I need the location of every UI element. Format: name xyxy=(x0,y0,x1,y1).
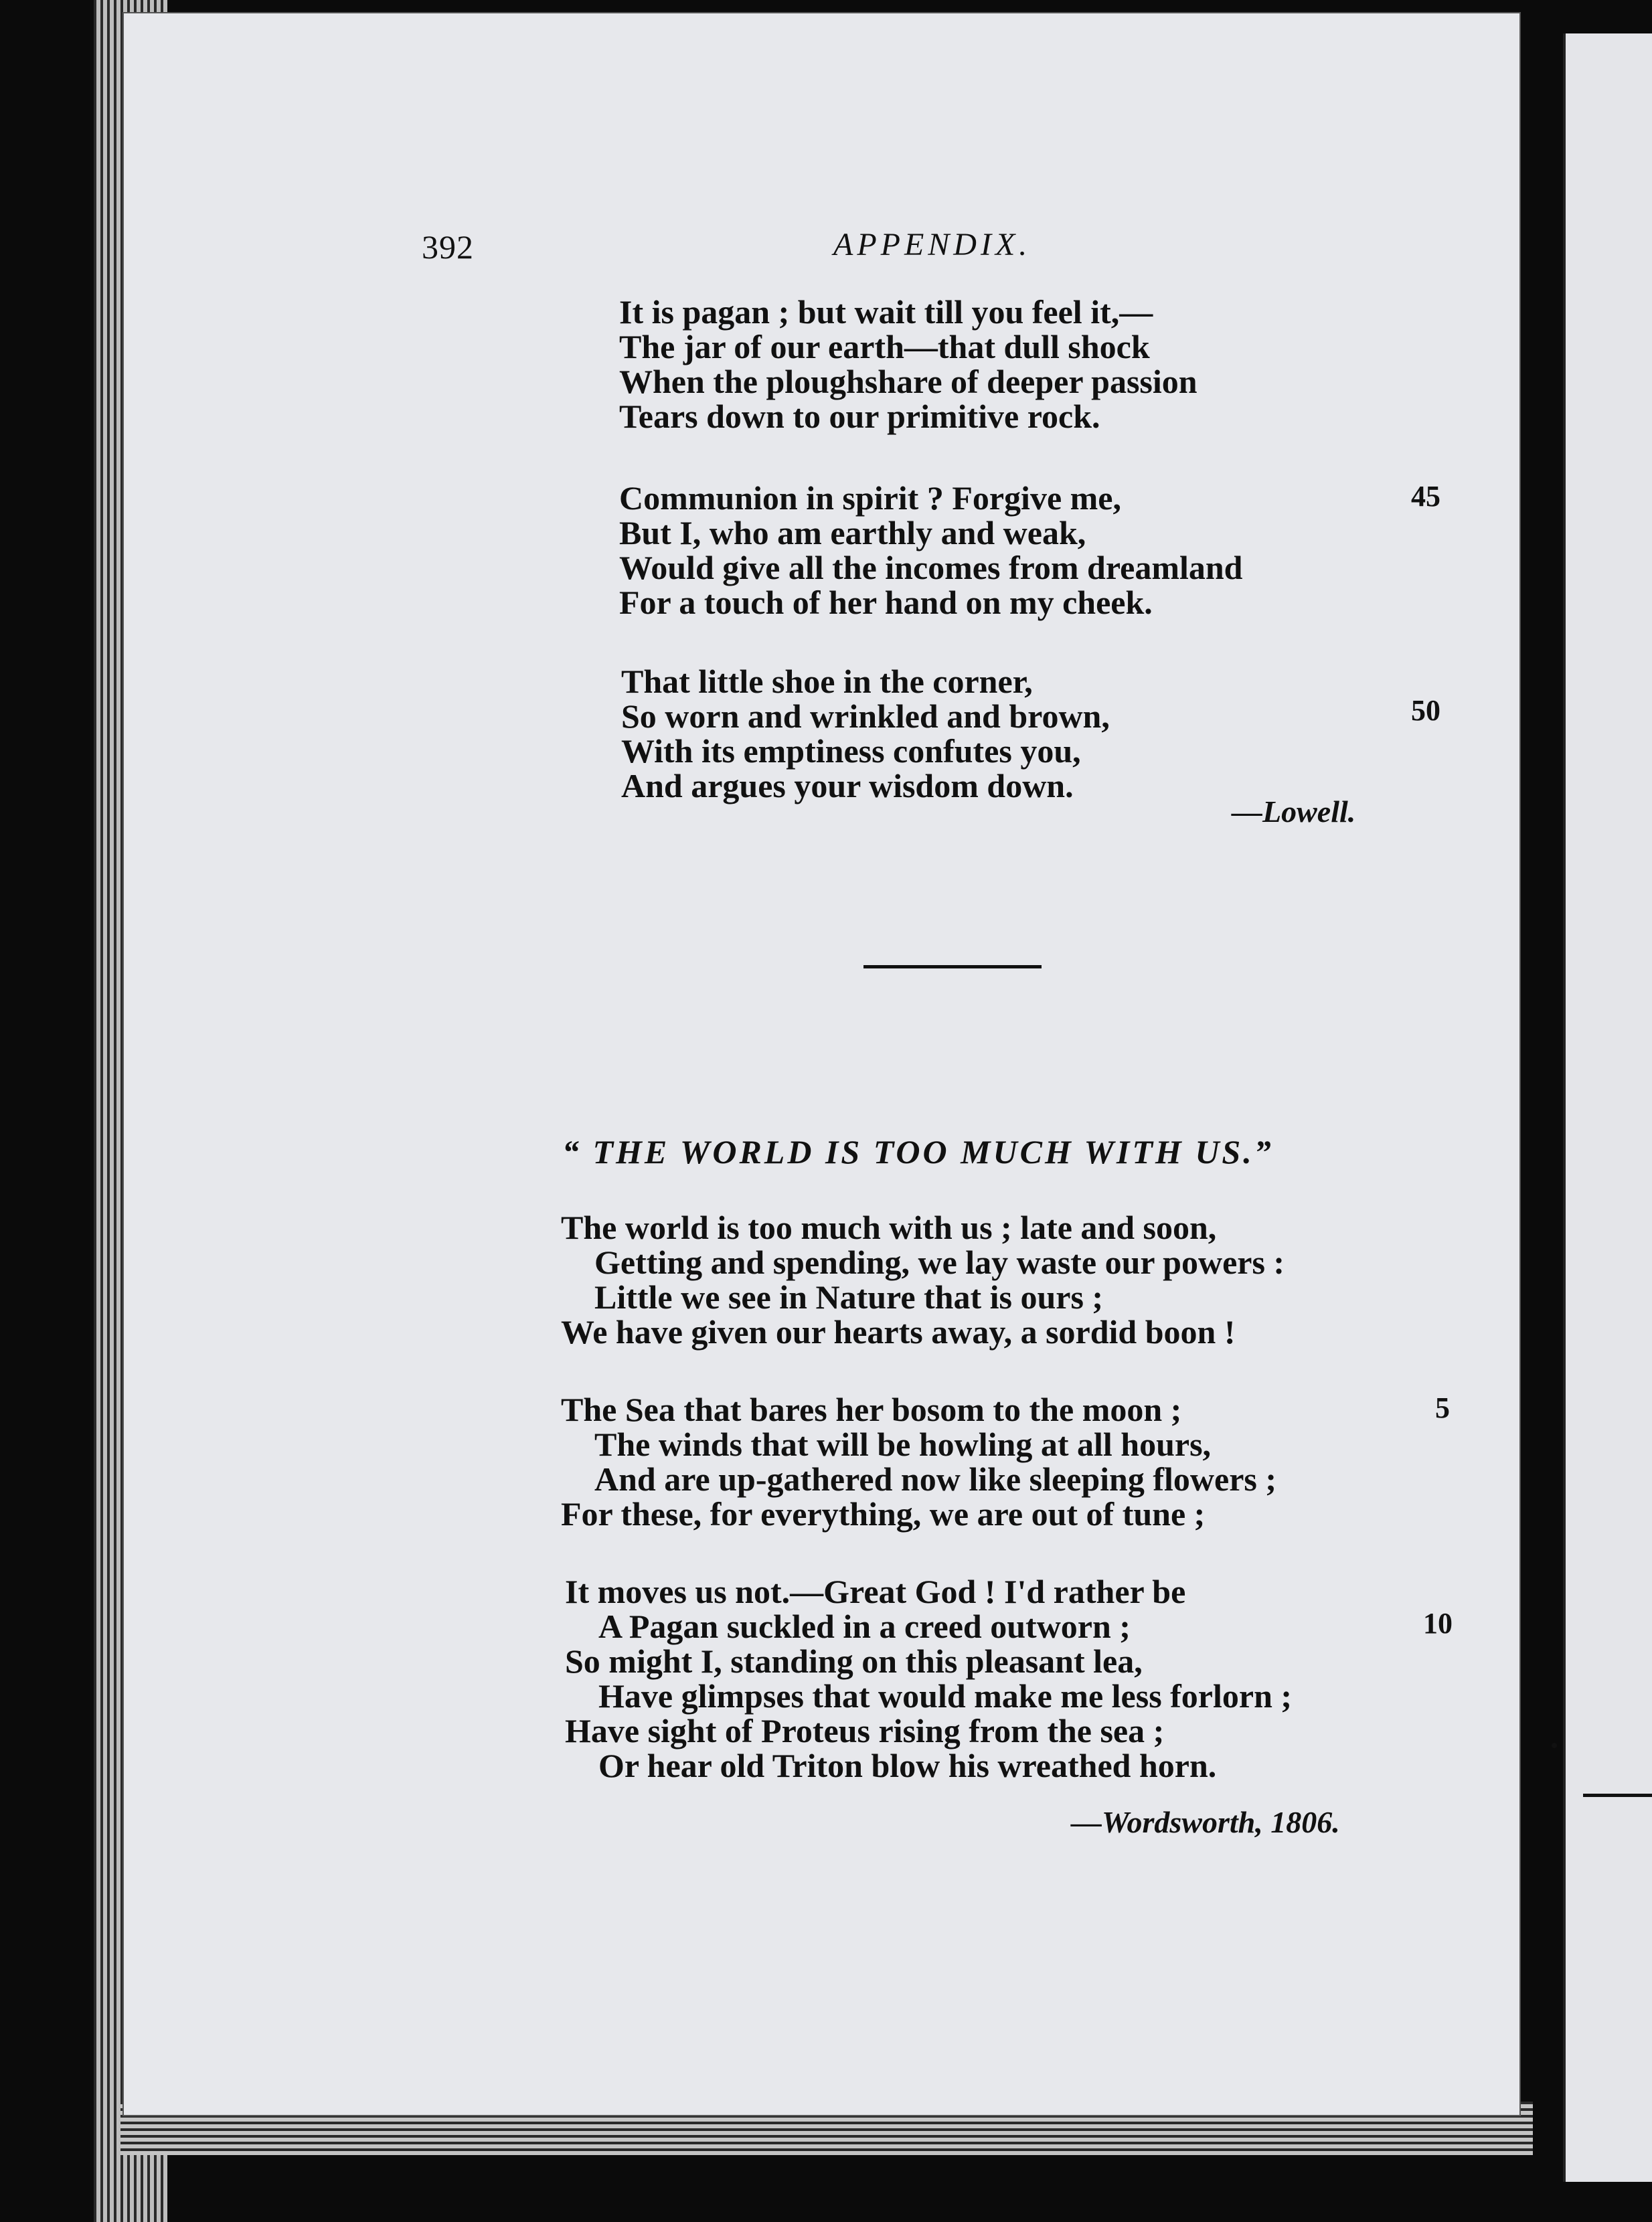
poem2-title: “ THE WORLD IS TOO MUCH WITH US.” xyxy=(562,1133,1274,1171)
poem1-attribution: —Lowell. xyxy=(1232,794,1356,829)
poem-line: The jar of our earth—that dull shock xyxy=(619,328,1150,365)
section-divider xyxy=(863,965,1042,968)
poem2-stanza-1 xyxy=(561,1210,1285,1349)
facing-page-rule xyxy=(1583,1794,1652,1797)
poem-line: Little we see in Nature that is ours ; xyxy=(594,1278,1104,1316)
poem-line: That little shoe in the corner, xyxy=(621,663,1033,700)
line-number: 5 xyxy=(1435,1391,1450,1424)
poem-line: And argues your wisdom down. xyxy=(621,767,1074,804)
poem-line: With its emptiness confutes you, xyxy=(621,732,1081,770)
poem-line: So might I, standing on this pleasant lea, xyxy=(565,1642,1143,1680)
page-header-title: APPENDIX. xyxy=(833,227,1031,262)
poem1-stanza-2 xyxy=(619,481,1243,620)
facing-page xyxy=(1563,33,1652,2182)
poem-line: We have given our hearts away, a sordid boon ! xyxy=(561,1313,1236,1351)
line-number: 45 xyxy=(1411,480,1440,513)
poem-line: So worn and wrinkled and brown, xyxy=(621,697,1110,735)
poem-line: And are up-gathered now like sleeping flowers ; xyxy=(594,1460,1276,1498)
poem1-stanza-1 xyxy=(619,294,1197,434)
poem-line: The world is too much with us ; late and soon, xyxy=(561,1209,1217,1246)
poem-line: Communion in spirit ? Forgive me, xyxy=(619,479,1121,517)
poem-line: A Pagan suckled in a creed outworn ; xyxy=(598,1608,1131,1645)
page-number: 392 xyxy=(422,228,474,266)
poem-line: The Sea that bares her bosom to the moon ; xyxy=(561,1391,1182,1428)
poem-line: Have sight of Proteus rising from the sea ; xyxy=(565,1712,1165,1749)
poem-line: Have glimpses that would make me less forlorn ; xyxy=(598,1677,1293,1715)
poem-line: Or hear old Triton blow his wreathed horn. xyxy=(598,1747,1217,1784)
line-number: 10 xyxy=(1423,1607,1453,1640)
poem2-stanza-2 xyxy=(561,1392,1276,1531)
poem2-attribution: —Wordsworth, 1806. xyxy=(1071,1805,1340,1839)
facing-page-mark xyxy=(1552,1743,1557,1748)
poem-line: It moves us not.—Great God ! I'd rather be xyxy=(565,1573,1186,1610)
line-number: 50 xyxy=(1411,694,1440,727)
poem-line: Getting and spending, we lay waste our powers : xyxy=(594,1244,1285,1281)
poem-line: Would give all the incomes from dreamland xyxy=(619,549,1243,586)
poem2-stanza-3 xyxy=(565,1574,1292,1783)
poem-line: The winds that will be howling at all hours, xyxy=(594,1426,1212,1463)
poem-line: But I, who am earthly and weak, xyxy=(619,514,1086,551)
poem-line: It is pagan ; but wait till you feel it,— xyxy=(619,293,1153,331)
poem-line: For these, for everything, we are out of tune ; xyxy=(561,1495,1206,1533)
poem1-stanza-3 xyxy=(621,664,1110,803)
poem-line: Tears down to our primitive rock. xyxy=(619,398,1100,435)
poem-line: When the ploughshare of deeper passion xyxy=(619,363,1197,400)
poem-line: For a touch of her hand on my cheek. xyxy=(619,584,1153,621)
